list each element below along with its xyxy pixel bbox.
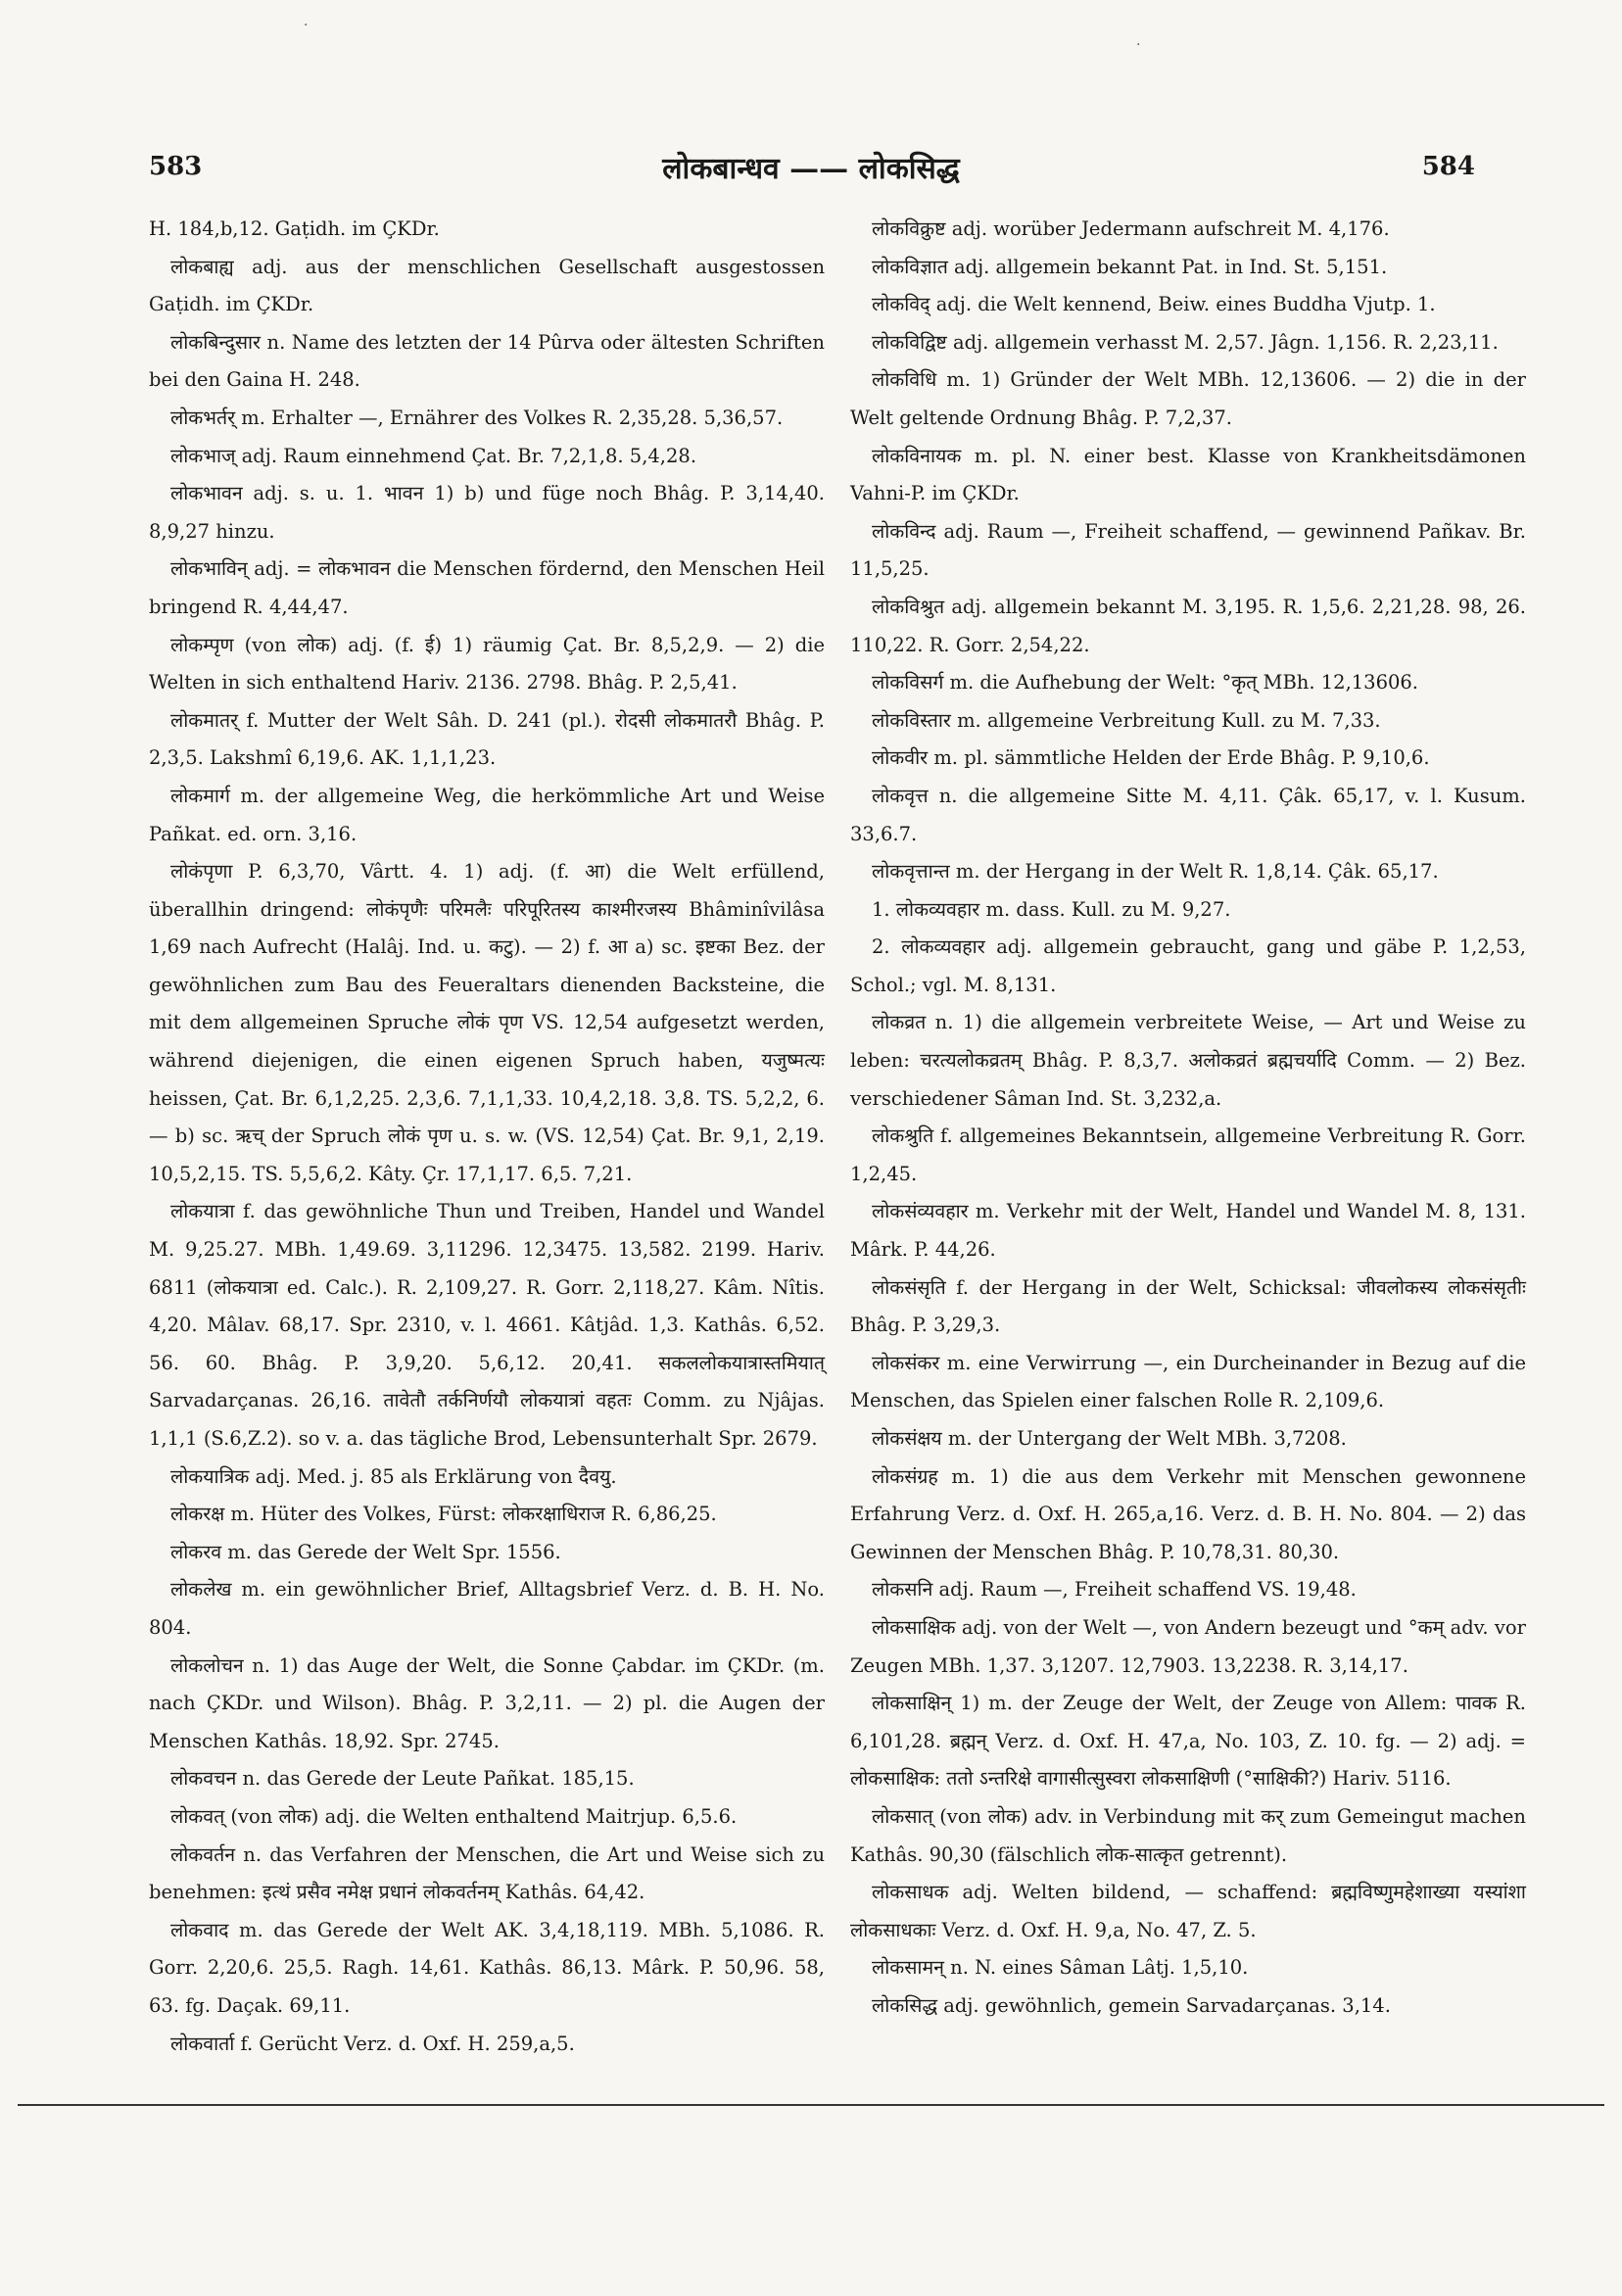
dictionary-entry: लोकसंसृति f. der Hergang in der Welt, Schicksal: जीवलोकस्य लोकसंसृतीः Bhâg. P. 3,29,3. xyxy=(850,1275,1526,1337)
dictionary-entry: लोकसाक्षिन् 1) m. der Zeuge der Welt, der Zeuge von Allem: पावक R. 6,101,28. ब्रह्मन् Verz. d. Oxf. H. 47,a, No. 103, Z. 10. fg. — 2) adj. = लोकसाक्षिक: ततो ऽन्तरिक्षे वागासीत्सुस्वरा लोकसाक्षिणी (°साक्षिकी?) Hariv. 5116. xyxy=(850,1692,1526,1791)
dictionary-entry: 2. लोकव्यवहार adj. allgemein gebraucht, gang und gäbe P. 1,2,53, Schol.; vgl. M. 8,131. xyxy=(850,935,1526,996)
dictionary-entry: लोकमार्ग m. der allgemeine Weg, die herkömmliche Art und Weise Pañkat. ed. orn. 3,16. xyxy=(149,784,825,845)
dictionary-entry: लोकरव m. das Gerede der Welt Spr. 1556. xyxy=(170,1540,561,1563)
dictionary-entry: लोकभाविन् adj. = लोकभावन die Menschen fördernd, den Menschen Heil bringend R. 4,44,47. xyxy=(149,557,825,618)
dictionary-entry: लोकलोचन n. 1) das Auge der Welt, die Sonne Çabdar. im ÇKDr. (m. nach ÇKDr. und Wilson). Bhâg. P. 3,2,11. — 2) pl. die Augen der Menschen Kathâs. 18,92. Spr. 2745. xyxy=(149,1653,825,1752)
dictionary-entry: लोकसंव्यवहार m. Verkehr mit der Welt, Handel und Wandel M. 8, 131. Mârk. P. 44,26. xyxy=(850,1200,1526,1262)
dictionary-entry: लोकविक्रुष्ट adj. worüber Jedermann aufschreit M. 4,176. xyxy=(872,217,1390,240)
dictionary-entry: लोकसंक्षय m. der Untergang der Welt MBh. 3,7208. xyxy=(872,1427,1347,1450)
dictionary-entry: लोकरक्ष m. Hüter des Volkes, Fürst: लोकरक्षाधिराज R. 6,86,25. xyxy=(170,1503,717,1526)
dictionary-entry: लोकयात्रिक adj. Med. j. 85 als Erklärung von दैवयु. xyxy=(170,1464,617,1488)
dictionary-entry: लोकंपृणा P. 6,3,70, Vârtt. 4. 1) adj. (f. आ) die Welt erfüllend, überallhin dringend: लोकंपृणैः परिमलैः परिपूरितस्य काश्मीरजस्य Bhâminîvilâsa 1,69 nach Aufrecht (Halâj. Ind. u. कटु). — 2) f. आ a) sc. इष्टका Bez. der gewöhnlichen zum Bau des Feueraltars dienenden Backsteine, die mit dem allgemeinen Spruche लोकं पृण VS. 12,54 aufgesetzt werden, während diejenigen, die einen eigenen Spruch haben, यजुष्मत्यः heissen, Çat. Br. 6,1,2,25. 2,3,6. 7,1,1,33. 10,4,2,18. 3,8. TS. 5,2,2, 6. — b) sc. ऋच् der Spruch लोकं पृण u. s. w. (VS. 12,54) Çat. Br. 9,1, 2,19. 10,5,2,15. TS. 5,5,6,2. Kâty. Çr. 17,1,17. 6,5. 7,21. xyxy=(149,860,825,1185)
dictionary-entry: लोकसिद्ध adj. gewöhnlich, gemein Sarvadarçanas. 3,14. xyxy=(872,1993,1391,2017)
dictionary-entry: लोकविद् adj. die Welt kennend, Beiw. eines Buddha Vjutp. 1. xyxy=(872,293,1436,316)
dictionary-entry: लोकवत् (von लोक) adj. die Welten enthaltend Maitrjup. 6,5.6. xyxy=(170,1804,738,1828)
dictionary-entry: लोकविज्ञात adj. allgemein bekannt Pat. in Ind. St. 5,151. xyxy=(872,255,1388,278)
dictionary-entry: लोकविस्तार m. allgemeine Verbreitung Kull. zu M. 7,33. xyxy=(872,708,1381,732)
dictionary-entry: लोकसनि adj. Raum —, Freiheit schaffend VS. 19,48. xyxy=(872,1578,1357,1602)
dictionary-entry: लोकसाक्षिक adj. von der Welt —, von Andern bezeugt und °कम् adv. vor Zeugen MBh. 1,37. 3,1207. 12,7903. 13,2238. R. 3,14,17. xyxy=(850,1615,1526,1677)
dictionary-entry: लोकवार्ता f. Gerücht Verz. d. Oxf. H. 259,a,5. xyxy=(170,2032,575,2055)
dictionary-entry: लोकसंकर m. eine Verwirrung —, ein Durcheinander in Bezug auf die Menschen, das Spielen einer falschen Rolle R. 2,109,6. xyxy=(850,1351,1526,1412)
dictionary-entry: लोकविद्विष्ट adj. allgemein verhasst M. 2,57. Jâgn. 1,156. R. 2,23,11. xyxy=(872,330,1499,354)
dictionary-entry: लोकश्रुति f. allgemeines Bekanntsein, allgemeine Verbreitung R. Gorr. 1,2,45. xyxy=(850,1124,1526,1185)
dictionary-entry: लोकबाह्य adj. aus der menschlichen Gesellschaft ausgestossen Gaṭidh. im ÇKDr. xyxy=(149,255,825,316)
dictionary-entry: लोकव्रत n. 1) die allgemein verbreitete Weise, — Art und Weise zu leben: चरत्यलोकव्रतम् Bhâg. P. 8,3,7. अलोकव्रतं ब्रह्मचर्यादि Comm. — 2) Bez. verschiedener Sâman Ind. St. 3,232,a. xyxy=(850,1011,1526,1110)
dictionary-entry: लोकयात्रा f. das gewöhnliche Thun und Treiben, Handel und Wandel M. 9,25.27. MBh. 1,49.69. 3,11296. 12,3475. 13,582. 2199. Hariv. 6811 (लोकयात्रा ed. Calc.). R. 2,109,27. R. Gorr. 2,118,27. Kâm. Nîtis. 4,20. Mâlav. 68,17. Spr. 2310, v. l. 4661. Kâtjâd. 1,3. Kathâs. 6,52. 56. 60. Bhâg. P. 3,9,20. 5,6,12. 20,41. सकललोकयात्रास्तमियात् Sarvadarçanas. 26,16. तावेतौ तर्कनिर्णयौ लोकयात्रां वहतः Comm. zu Njâjas. 1,1,1 (S.6,Z.2). so v. a. das tägliche Brod, Lebensunterhalt Spr. 2679. xyxy=(149,1200,825,1450)
dictionary-entry: लोकवृत्तान्त m. der Hergang in der Welt R. 1,8,14. Çâk. 65,17. xyxy=(872,860,1439,884)
dictionary-entry: लोकवृत्त n. die allgemeine Sitte M. 4,11. Çâk. 65,17, v. l. Kusum. 33,6.7. xyxy=(850,784,1526,845)
dictionary-entry: लोकम्पृण (von लोक) adj. (f. ई) 1) räumig Çat. Br. 8,5,2,9. — 2) die Welten in sich enthaltend Hariv. 2136. 2798. Bhâg. P. 2,5,41. xyxy=(149,633,825,694)
right-column xyxy=(850,211,1526,2026)
page-number-right: 584 xyxy=(1421,152,1475,181)
dictionary-entry: लोकबिन्दुसार n. Name des letzten der 14 Pûrva oder ältesten Schriften bei den Gaina H. 248. xyxy=(149,330,825,392)
bottom-rule xyxy=(18,2104,1604,2106)
scan-speck: · xyxy=(304,18,309,33)
dictionary-entry: लोकभर्तर् m. Erhalter —, Ernährer des Volkes R. 2,35,28. 5,36,57. xyxy=(170,406,784,429)
page-number-left: 583 xyxy=(149,152,203,181)
dictionary-entry: लोकवचन n. das Gerede der Leute Pañkat. 185,15. xyxy=(170,1767,635,1791)
dictionary-entry: लोकवाद m. das Gerede der Welt AK. 3,4,18,119. MBh. 5,1086. R. Gorr. 2,20,6. 25,5. Ragh. 14,61. Kathâs. 86,13. Mârk. P. 50,96. 58, 63. fg. Daçak. 69,11. xyxy=(149,1918,825,2017)
dictionary-entry: लोकविसर्ग m. die Aufhebung der Welt: °कृत् MBh. 12,13606. xyxy=(872,671,1418,694)
dictionary-entry: लोकविन्द adj. Raum —, Freiheit schaffend, — gewinnend Pañkav. Br. 11,5,25. xyxy=(850,519,1526,581)
dictionary-entry: लोकलेख m. ein gewöhnlicher Brief, Alltagsbrief Verz. d. B. H. No. 804. xyxy=(149,1578,825,1639)
dictionary-entry: लोकवीर m. pl. sämmtliche Helden der Erde Bhâg. P. 9,10,6. xyxy=(872,746,1430,770)
dictionary-entry: लोकमातर् f. Mutter der Welt Sâh. D. 241 (pl.). रोदसी लोकमातरौ Bhâg. P. 2,3,5. Lakshmî 6,19,6. AK. 1,1,1,23. xyxy=(149,708,825,770)
dictionary-entry: लोकभावन adj. s. u. 1. भावन 1) b) und füge noch Bhâg. P. 3,14,40. 8,9,27 hinzu. xyxy=(149,482,825,543)
dictionary-entry: 1. लोकव्यवहार m. dass. Kull. zu M. 9,27. xyxy=(872,897,1231,921)
dictionary-entry: लोकभाज् adj. Raum einnehmend Çat. Br. 7,2,1,8. 5,4,28. xyxy=(170,444,697,467)
dictionary-entry: लोकवर्तन n. das Verfahren der Menschen, die Art und Weise sich zu benehmen: इत्थं प्रसैव नमेक्ष प्रधानं लोकवर्तनम् Kathâs. 64,42. xyxy=(149,1842,825,1904)
dictionary-entry: लोकसामन् n. N. eines Sâman Lâtj. 1,5,10. xyxy=(872,1956,1249,1980)
scan-speck: · xyxy=(1136,37,1141,53)
dictionary-entry: लोकसात् (von लोक) adv. in Verbindung mit कर् zum Gemeingut machen Kathâs. 90,30 (fälschlich लोक-सात्कृत getrennt). xyxy=(850,1804,1526,1866)
dictionary-entry: लोकविधि m. 1) Gründer der Welt MBh. 12,13606. — 2) die in der Welt geltende Ordnung Bhâg. P. 7,2,37. xyxy=(850,368,1526,429)
dictionary-entry: लोकविश्रुत adj. allgemein bekannt M. 3,195. R. 1,5,6. 2,21,28. 98, 26. 110,22. R. Gorr. 2,54,22. xyxy=(850,595,1526,656)
dictionary-entry: लोकविनायक m. pl. N. einer best. Klasse von Krankheitsdämonen Vahni-P. im ÇKDr. xyxy=(850,444,1526,505)
left-column xyxy=(149,211,825,2063)
dictionary-entry: H. 184,b,12. Gaṭidh. im ÇKDr. xyxy=(149,217,440,240)
dictionary-entry: लोकसंग्रह m. 1) die aus dem Verkehr mit Menschen gewonnene Erfahrung Verz. d. Oxf. H. 265,a,16. Verz. d. B. H. No. 804. — 2) das Gewinnen der Menschen Bhâg. P. 10,78,31. 80,30. xyxy=(850,1464,1526,1563)
page-title: लोकबान्धव —— लोकसिद्ध xyxy=(662,152,960,186)
dictionary-entry: लोकसाधक adj. Welten bildend, — schaffend: ब्रह्मविष्णुमहेशाख्या यस्यांशा लोकसाधकाः Verz. d. Oxf. H. 9,a, No. 47, Z. 5. xyxy=(850,1881,1526,1941)
